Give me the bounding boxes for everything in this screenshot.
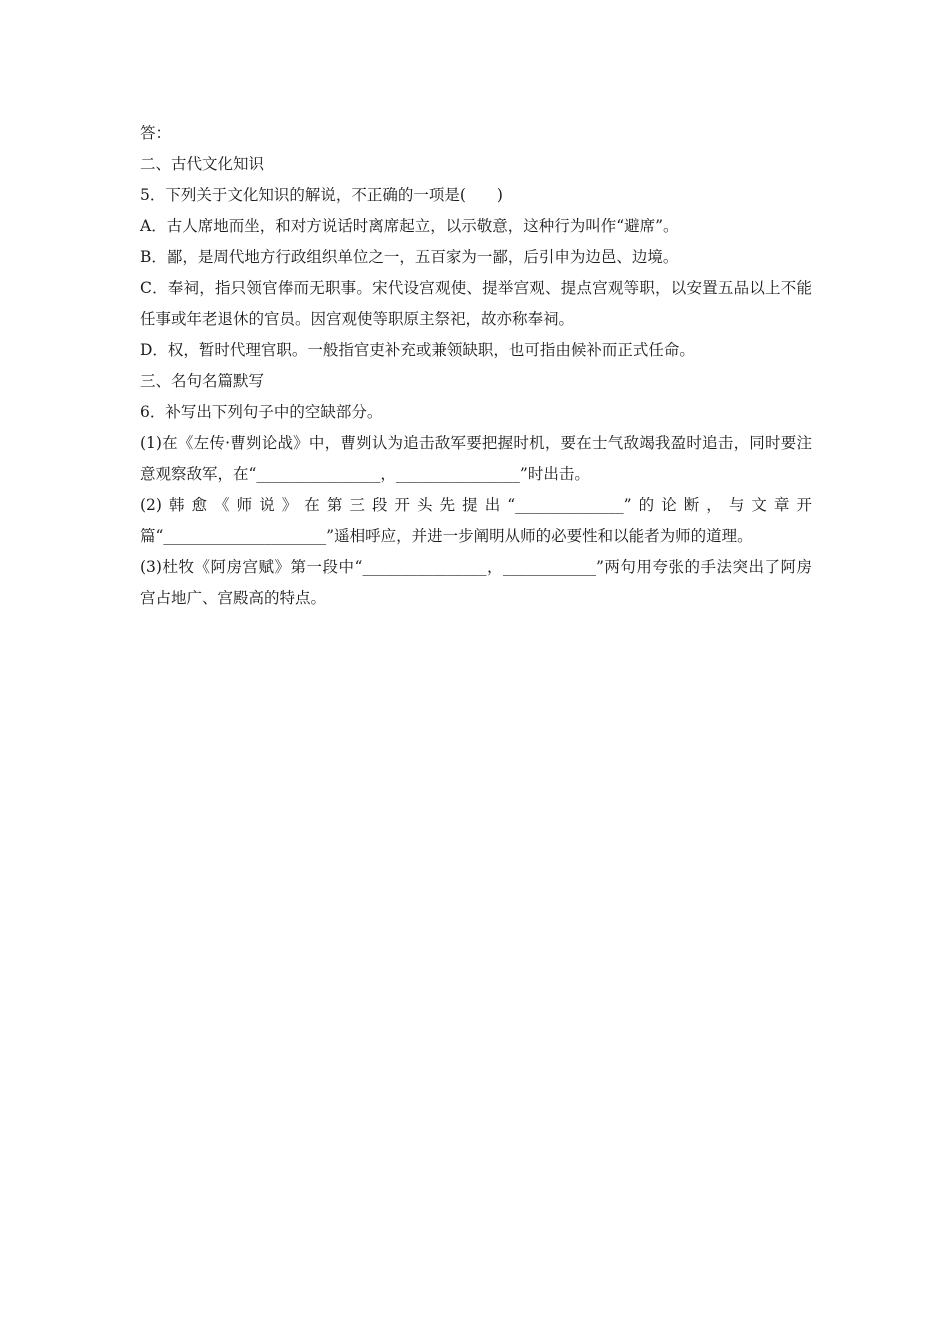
answer-label: 答： <box>140 124 172 142</box>
fill-item-3: (3)杜牧《阿房宫赋》第一段中“________________，____________”两句用夸张的手法突出了阿房宫占地广、宫殿高的特点。 <box>140 558 812 607</box>
section-heading-recitation: 三、名句名篇默写 <box>140 372 265 390</box>
document-page <box>140 118 812 614</box>
option-d: D．权，暂时代理官职。一般指官吏补充或兼领缺职，也可指由候补而正式任命。 <box>140 341 695 359</box>
section-heading-culture: 二、古代文化知识 <box>140 155 265 173</box>
question-6: 6．补写出下列句子中的空缺部分。 <box>140 403 383 421</box>
fill-item-2: (2)韩愈《师说》在第三段开头先提出“______________”的论断，与文章开篇“_____________________”遥相呼应，并进一步阐明从师的必要性和以能者为师的道理。 <box>140 496 812 545</box>
option-b: B．鄙，是周代地方行政组织单位之一，五百家为一鄙，后引申为边邑、边境。 <box>140 248 679 266</box>
option-c: C．奉祠，指只领官俸而无职事。宋代设宫观使、提举宫观、提点宫观等职，以安置五品以上不能任事或年老退休的官员。因宫观使等职原主祭祀，故亦称奉祠。 <box>140 279 812 328</box>
fill-item-1: (1)在《左传·曹刿论战》中，曹刿认为追击敌军要把握时机，要在士气敌竭我盈时追击，同时要注意观察敌军，在“________________，________________”时出击。 <box>140 434 812 483</box>
option-a: A．古人席地而坐，和对方说话时离席起立，以示敬意，这种行为叫作“避席”。 <box>140 217 679 235</box>
question-5: 5．下列关于文化知识的解说，不正确的一项是( ) <box>140 186 503 204</box>
